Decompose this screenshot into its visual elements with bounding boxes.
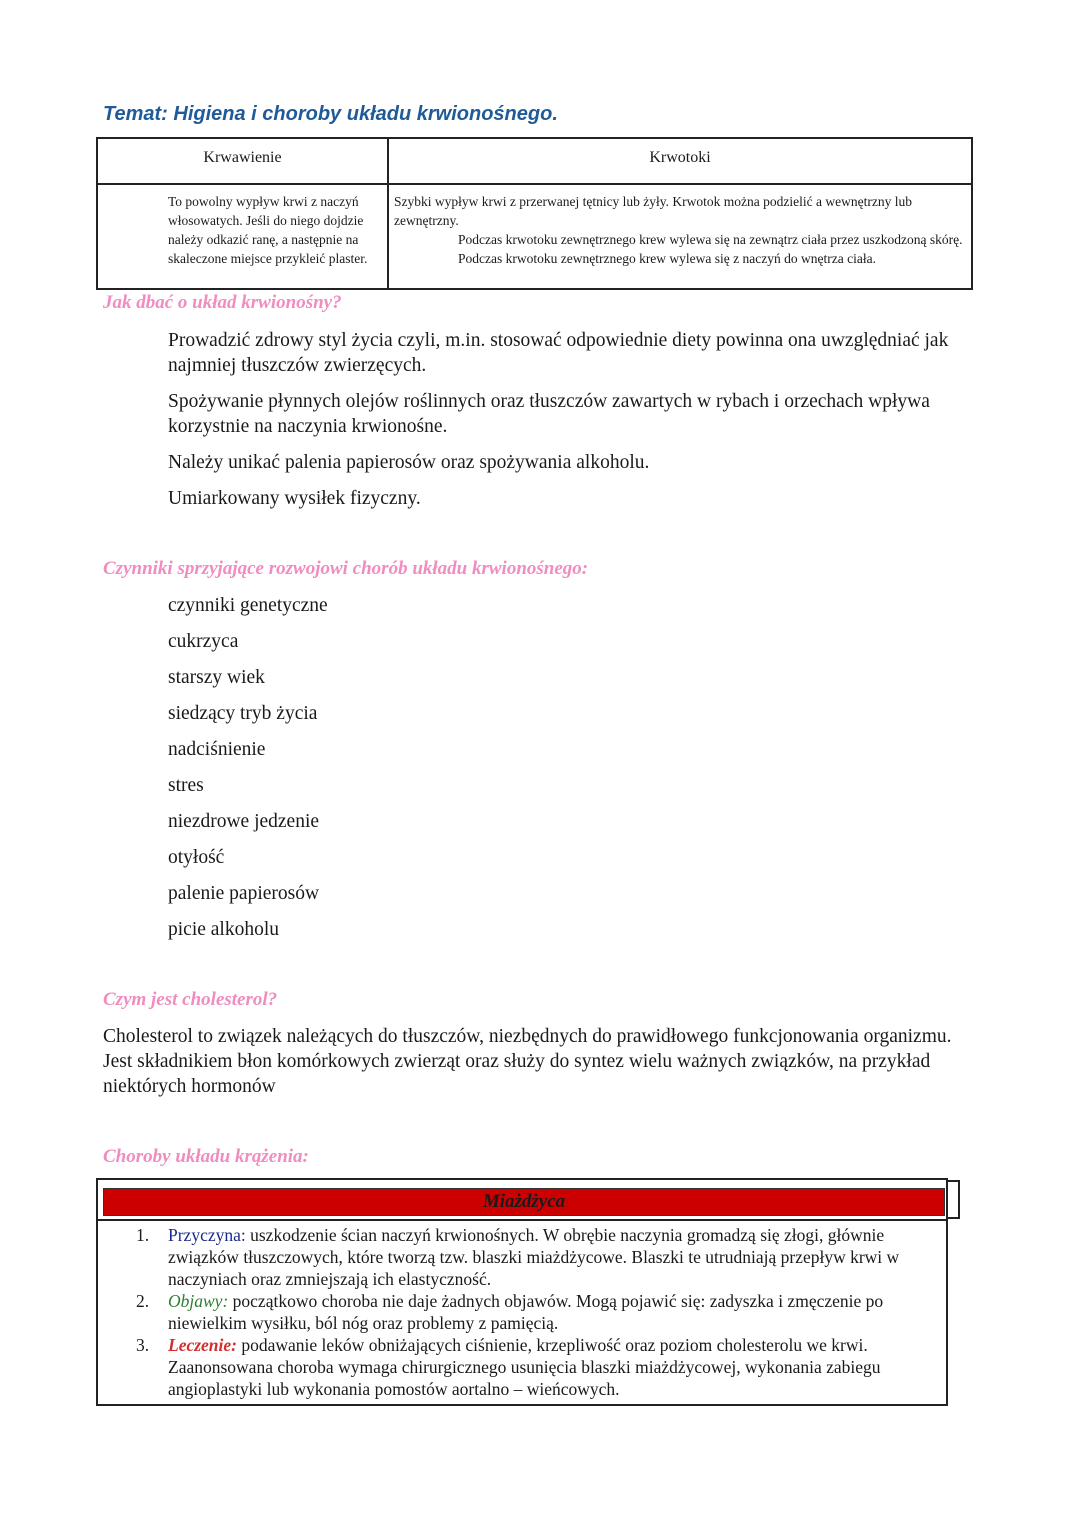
- list-item: nadciśnienie: [168, 739, 266, 760]
- table-header-hemorrhage: Krwotoki: [649, 149, 711, 166]
- symptoms-text: początkowo choroba nie daje żadnych objawów. Mogą pojawić się: zadyszka i zmęczenie po niewielkim wysiłku, ból nóg oraz problemy z pamięcią.: [168, 1291, 884, 1333]
- section-heading-diseases: Choroby układu krążenia:: [103, 1146, 309, 1167]
- disease-details-list: [98, 1224, 938, 1400]
- section-heading-factors: Czynniki sprzyjające rozwojowi chorób układu krwionośnego:: [103, 558, 589, 579]
- list-item: palenie papierosów: [168, 883, 320, 904]
- cause-text: uszkodzenie ścian naczyń krwionośnych. W obrębie naczynia gromadzą się złogi, głównie związków tłuszczowych, które tworzą tzw. blaszki miażdżycowe. Blaszki te utrudniają przepływ krwi w naczyniach oraz zmniejszają ich elastyczność.: [168, 1225, 900, 1289]
- list-item: czynniki genetyczne: [168, 595, 328, 616]
- list-item: niezdrowe jedzenie: [168, 811, 320, 832]
- cause-label: Przyczyna:: [168, 1225, 246, 1245]
- page-title: Temat: Higiena i choroby układu krwionośnego.: [103, 103, 558, 125]
- care-paragraph: Spożywanie płynnych olejów roślinnych oraz tłuszczów zawartych w rybach i orzechach wpływa korzystnie na naczynia krwionośne.: [168, 391, 930, 437]
- treatment-label: Leczenie:: [168, 1335, 237, 1355]
- item-number: 2.: [136, 1291, 150, 1311]
- hemorrhage-definition: Szybki wypływ krwi z przerwanej tętnicy lub żyły. Krwotok można podzielić a wewnętrzny lub zewnętrzny.: [394, 194, 912, 228]
- table-divider: [98, 1219, 946, 1221]
- item-number: 3.: [136, 1335, 150, 1355]
- section-heading-cholesterol: Czym jest cholesterol?: [103, 989, 278, 1010]
- hemorrhage-internal: Podczas krwotoku zewnętrznego krew wylewa się z naczyń do wnętrza ciała.: [458, 251, 876, 266]
- list-item: [98, 1290, 938, 1334]
- list-item: starszy wiek: [168, 667, 265, 688]
- list-item: [98, 1334, 938, 1400]
- table-header-bleeding: Krwawienie: [203, 149, 282, 166]
- table-divider: [98, 183, 971, 185]
- care-paragraph: Umiarkowany wysiłek fizyczny.: [168, 488, 421, 509]
- list-item: picie alkoholu: [168, 919, 280, 940]
- list-item: siedzący tryb życia: [168, 703, 318, 724]
- list-item: [98, 1224, 938, 1290]
- cholesterol-paragraph: Cholesterol to związek należących do tłuszczów, niezbędnych do prawidłowego funkcjonowania organizmu. Jest składnikiem błon komórkowych zwierząt oraz służy do syntez wielu ważnych związków, na przykład niektórych hormonów: [103, 1026, 952, 1097]
- item-number: 1.: [136, 1225, 150, 1245]
- table-cell-bleeding: To powolny wypływ krwi z naczyń włosowatych. Jeśli do niego dojdzie należy odkazić ranę, a następnie na skaleczone miejsce przykleić plaster.: [168, 194, 368, 266]
- list-item: cukrzyca: [168, 631, 239, 652]
- care-paragraph: Prowadzić zdrowy styl życia czyli, m.in. stosować odpowiednie diety powinna ona uwzględniać jak najmniej tłuszczów zwierzęcych.: [168, 330, 949, 376]
- table-border: [948, 1180, 960, 1219]
- care-paragraph: Należy unikać palenia papierosów oraz spożywania alkoholu.: [168, 452, 650, 473]
- symptoms-label: Objawy:: [168, 1291, 229, 1311]
- section-heading-care: Jak dbać o układ krwionośny?: [103, 292, 342, 313]
- table-cell-hemorrhage: [394, 192, 965, 268]
- bleeding-table: [96, 137, 973, 290]
- treatment-text: podawanie leków obniżających ciśnienie, krzepliwość oraz poziom cholesterolu we krwi. Zaanonsowana choroba wymaga chirurgicznego usunięcia blaszki miażdżycowej, wykonania zabiegu angioplastyki lub wykonania pomostów aortalno – wieńcowych.: [168, 1335, 881, 1399]
- disease-table: [96, 1178, 948, 1406]
- hemorrhage-external: Podczas krwotoku zewnętrznego krew wylewa się na zewnątrz ciała przez uszkodzoną skórę.: [458, 232, 963, 247]
- list-item: otyłość: [168, 847, 225, 868]
- list-item: stres: [168, 775, 204, 796]
- disease-title: Miażdżyca: [103, 1188, 945, 1216]
